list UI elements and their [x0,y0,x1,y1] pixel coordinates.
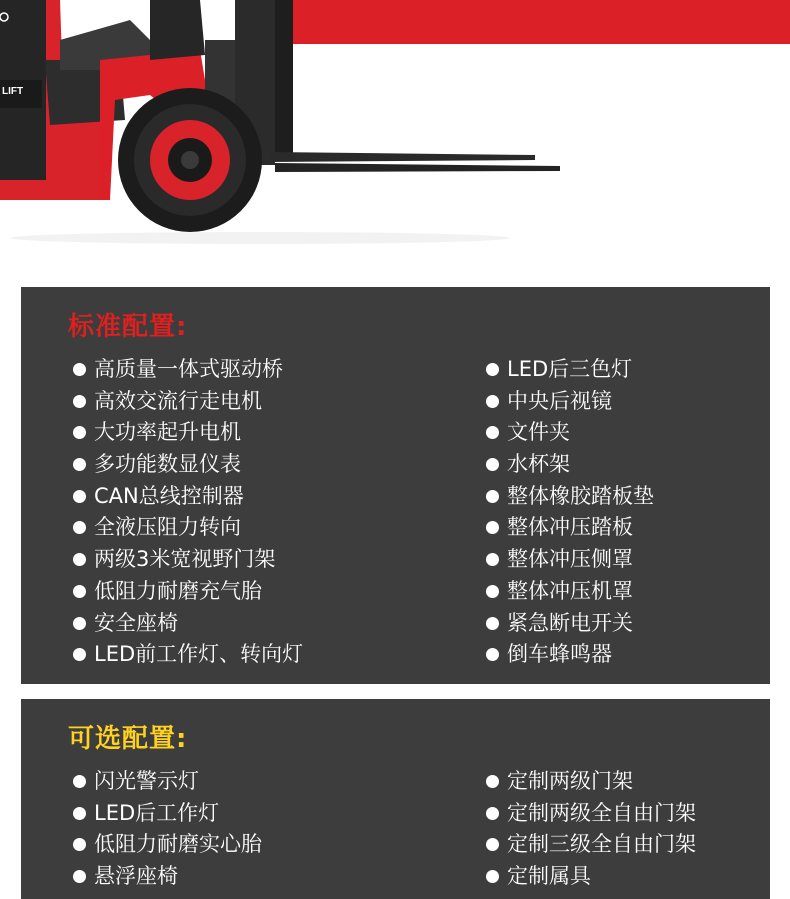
bullet-icon [73,870,86,883]
bullet-icon [73,426,86,439]
list-item: 大功率起升电机 [71,417,303,449]
list-item: 整体冲压踏板 [484,512,654,544]
fork-upper [270,152,535,162]
list-item: 紧急断电开关 [484,608,654,640]
optional-config-right-list [484,766,696,893]
optional-config-left-list [71,766,262,893]
list-item: 整体冲压侧罩 [484,544,654,576]
bullet-icon [486,838,499,851]
optional-config-title: 可选配置: [68,724,188,754]
standard-config-left-list [71,354,303,671]
standard-config-title: 标准配置: [68,312,188,342]
bullet-icon [486,617,499,630]
bullet-icon [73,363,86,376]
bullet-icon [73,585,86,598]
list-item: 高质量一体式驱动桥 [71,354,303,386]
bullet-icon [486,363,499,376]
list-item: 两级3米宽视野门架 [71,544,303,576]
list-item: 悬浮座椅 [71,861,262,893]
list-item: 低阻力耐磨实心胎 [71,829,262,861]
forklift-photo [0,0,790,270]
bullet-icon [73,617,86,630]
bullet-icon [486,870,499,883]
bullet-icon [73,648,86,661]
list-item: 倒车蜂鸣器 [484,639,654,671]
list-item: 定制两级门架 [484,766,696,798]
bullet-icon [486,648,499,661]
list-item: CAN总线控制器 [71,481,303,513]
bullet-icon [486,426,499,439]
standard-config-panel [21,287,770,684]
red-banner [275,0,790,44]
bullet-icon [486,521,499,534]
list-item: 安全座椅 [71,608,303,640]
bullet-icon [73,553,86,566]
fork-lower [275,163,560,172]
standard-config-right-list [484,354,654,671]
list-item: 闪光警示灯 [71,766,262,798]
list-item: 定制两级全自由门架 [484,798,696,830]
list-item: 全液压阻力转向 [71,512,303,544]
bullet-icon [486,775,499,788]
list-item: LED后工作灯 [71,798,262,830]
steering-area [150,0,205,60]
bullet-icon [486,490,499,503]
bullet-icon [486,807,499,820]
list-item: 多功能数显仪表 [71,449,303,481]
list-item: 整体橡胶踏板垫 [484,481,654,513]
bullet-icon [73,458,86,471]
list-item: 定制三级全自由门架 [484,829,696,861]
bullet-icon [486,458,499,471]
bullet-icon [486,553,499,566]
list-item: 定制属具 [484,861,696,893]
list-item: 文件夹 [484,417,654,449]
list-item: 低阻力耐磨充气胎 [71,576,303,608]
list-item: LED前工作灯、转向灯 [71,639,303,671]
list-item: 整体冲压机罩 [484,576,654,608]
list-item: 中央后视镜 [484,386,654,418]
logo-text: LIFT [2,86,24,97]
optional-config-panel [21,699,770,899]
bullet-icon [486,585,499,598]
list-item: 水杯架 [484,449,654,481]
bullet-icon [73,490,86,503]
bullet-icon [73,395,86,408]
bullet-icon [486,395,499,408]
bullet-icon [73,807,86,820]
bullet-icon [73,775,86,788]
bullet-icon [73,521,86,534]
list-item: 高效交流行走电机 [71,386,303,418]
list-item: LED后三色灯 [484,354,654,386]
bullet-icon [73,838,86,851]
